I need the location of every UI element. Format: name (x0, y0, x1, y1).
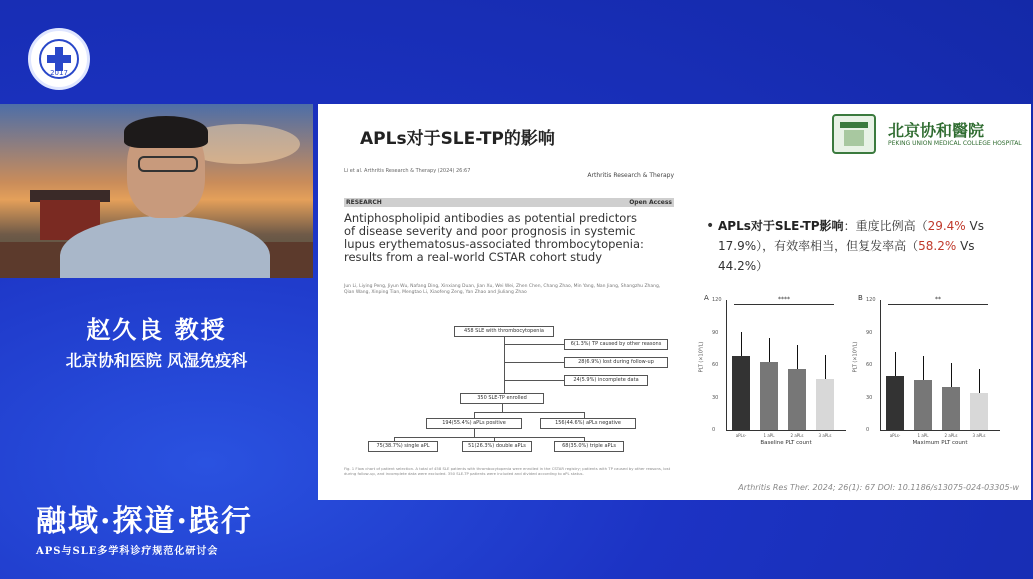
chart-x-tick: aPLs- (889, 433, 901, 438)
bullet-colon: ：重度比例高（ (843, 219, 928, 233)
citation: Arthritis Res Ther. 2024; 26(1): 67 DOI: 10.1186/s13075-024-03305-w (738, 483, 1019, 492)
speaker-name: 赵久良 教授 (86, 316, 227, 344)
chart-y-tick: 30 (866, 394, 873, 401)
chart-significance-label: ** (935, 296, 941, 303)
bullet-value-relapse: 58.2% (918, 239, 957, 253)
chart-panel-label: A (704, 294, 709, 302)
flow-box-double-apl: 51(26.3%) double aPLs (462, 441, 532, 452)
key-finding-bullet (706, 216, 1016, 276)
event-subtitle: APS与SLE多学科诊疗规范化研讨会 (36, 546, 219, 557)
chart-y-tick: 60 (866, 362, 873, 368)
chart-error-bar (797, 345, 798, 369)
chart-x-tick: 2 aPLs (790, 433, 804, 438)
chart-bar (886, 376, 904, 430)
chart-bar (970, 393, 988, 430)
hospital-name-en: PEKING UNION MEDICAL COLLEGE HOSPITAL (888, 140, 1022, 147)
chart-x-label: Maximum PLT count (912, 440, 968, 446)
chart-y-tick: 120 (866, 297, 876, 303)
chart-x-label: Baseline PLT count (760, 440, 812, 446)
speaker-video (0, 104, 313, 278)
speaker-affiliation: 北京协和医院 风湿免疫科 (65, 351, 248, 370)
chart-baseline-plt (698, 294, 864, 458)
chart-error-bar (741, 332, 742, 356)
chart-x-tick: 3 aPLs (972, 433, 986, 438)
chart-error-bar (825, 355, 826, 379)
chart-x-tick: 1 aPL (763, 433, 775, 438)
chart-bar (788, 369, 806, 430)
chart-error-bar (923, 356, 924, 380)
paper-title: Antiphospholipid antibodies as potential predictors of disease severity and poor prognosis in systemic lupus erythematosus-associated thrombocytopenia: results from a real-world CSTAR cohort study (344, 211, 644, 264)
chart-x-axis (726, 430, 846, 431)
chart-x-tick: aPLs- (735, 433, 747, 438)
flow-box-triple-apl: 68(35.0%) triple aPLs (554, 441, 624, 452)
logo-year: 2017 (50, 69, 68, 77)
flow-box-apl-negative: 156(44.6%) aPLs negative (540, 418, 636, 429)
paper-authors: Jun Li, Liying Peng, Jiyun Wu, Nafang Ding, Xinxiang Duan, Jian Xu, Wei Wei, Zhen Chen, Chang Zhao, Min Yang, Nan Jiang, Shangzhu Zhang, Qian Wang, Xinping Tian, Mengtao Li, Xiaofeng Zeng, Yan Zhao and Jiuliang Zhao (344, 284, 661, 295)
flow-box-top: 458 SLE with thrombocytopenia (454, 326, 554, 337)
chart-maximum-plt (852, 294, 1018, 458)
bullet-mid1: Vs 17.9%），有效率相当，但复发率高（ (718, 219, 984, 253)
chart-y-tick: 90 (712, 329, 719, 336)
chart-y-label: PLT (×10⁹/L) (852, 341, 859, 373)
flow-box-excluded-incomplete: 24(5.9%) incomplete data (564, 375, 648, 386)
bullet-prefix: APLs对于SLE-TP影响 (718, 219, 844, 233)
chart-y-tick: 0 (866, 427, 870, 433)
bullet-mid2: Vs 44.2%） (718, 239, 975, 273)
event-slogan: 融域·探道·践行 (36, 504, 253, 539)
chart-x-tick: 3 aPLs (818, 433, 832, 438)
chart-bar (914, 380, 932, 430)
chart-bar (760, 362, 778, 430)
chart-y-tick: 120 (712, 297, 722, 303)
paper-meta: Li et al. Arthritis Research & Therapy (2024) 26:67 (344, 168, 471, 174)
chart-significance-line (888, 304, 988, 305)
chart-x-axis (880, 430, 1000, 431)
open-access-label: Open Access (629, 199, 672, 206)
hospital-name: 北京协和醫院 (888, 121, 985, 140)
flow-box-single-apl: 75(38.7%) single aPL (368, 441, 438, 452)
chart-error-bar (895, 352, 896, 376)
paper-journal: Arthritis Research & Therapy (587, 172, 674, 179)
chart-y-axis (880, 300, 881, 430)
chart-y-tick: 60 (712, 362, 719, 368)
section-bar (344, 198, 674, 207)
section-label: RESEARCH (346, 199, 382, 206)
chart-x-tick: 1 aPL (917, 433, 929, 438)
chart-error-bar (979, 369, 980, 393)
slide-title: APLs对于SLE-TP的影响 (360, 129, 555, 149)
bullet-dot-icon: • (706, 218, 715, 234)
chart-y-label: PLT (×10⁹/L) (698, 341, 705, 373)
chart-bar (732, 356, 750, 430)
chart-y-axis (726, 300, 727, 430)
flow-box-enrolled: 350 SLE-TP enrolled (460, 393, 544, 404)
chart-panel-label: B (858, 294, 863, 302)
chart-error-bar (769, 338, 770, 362)
chart-significance-line (734, 304, 834, 305)
chart-error-bar (951, 363, 952, 387)
chart-y-tick: 30 (712, 394, 719, 401)
chart-y-tick: 90 (866, 329, 873, 336)
chart-significance-label: **** (778, 296, 790, 303)
chart-y-tick: 0 (712, 427, 716, 433)
figure-caption: Fig. 1 Flow chart of patient selection. A total of 458 SLE patients with thrombocytopenia were enrolled in the CSTAR registry; patients with TP caused by other reasons, lost during follow-up, and incomplete data were excluded. 350 SLE-TP patients were included and divided according to aPL status. (344, 466, 671, 476)
paper-excerpt (344, 168, 674, 488)
flow-box-apl-positive: 194(55.4%) aPLs positive (426, 418, 522, 429)
presentation-slide (318, 104, 1031, 500)
chart-bar (816, 379, 834, 430)
bullet-value-severe: 29.4% (927, 219, 966, 233)
society-logo (28, 28, 90, 90)
flow-box-excluded-other: 6(1.3%) TP caused by other reasons (564, 339, 668, 350)
chart-bar (942, 387, 960, 430)
chart-x-tick: 2 aPLs (944, 433, 958, 438)
flow-box-excluded-lost: 28(6.9%) lost during follow-up (564, 357, 668, 368)
hospital-emblem-icon (832, 114, 876, 154)
